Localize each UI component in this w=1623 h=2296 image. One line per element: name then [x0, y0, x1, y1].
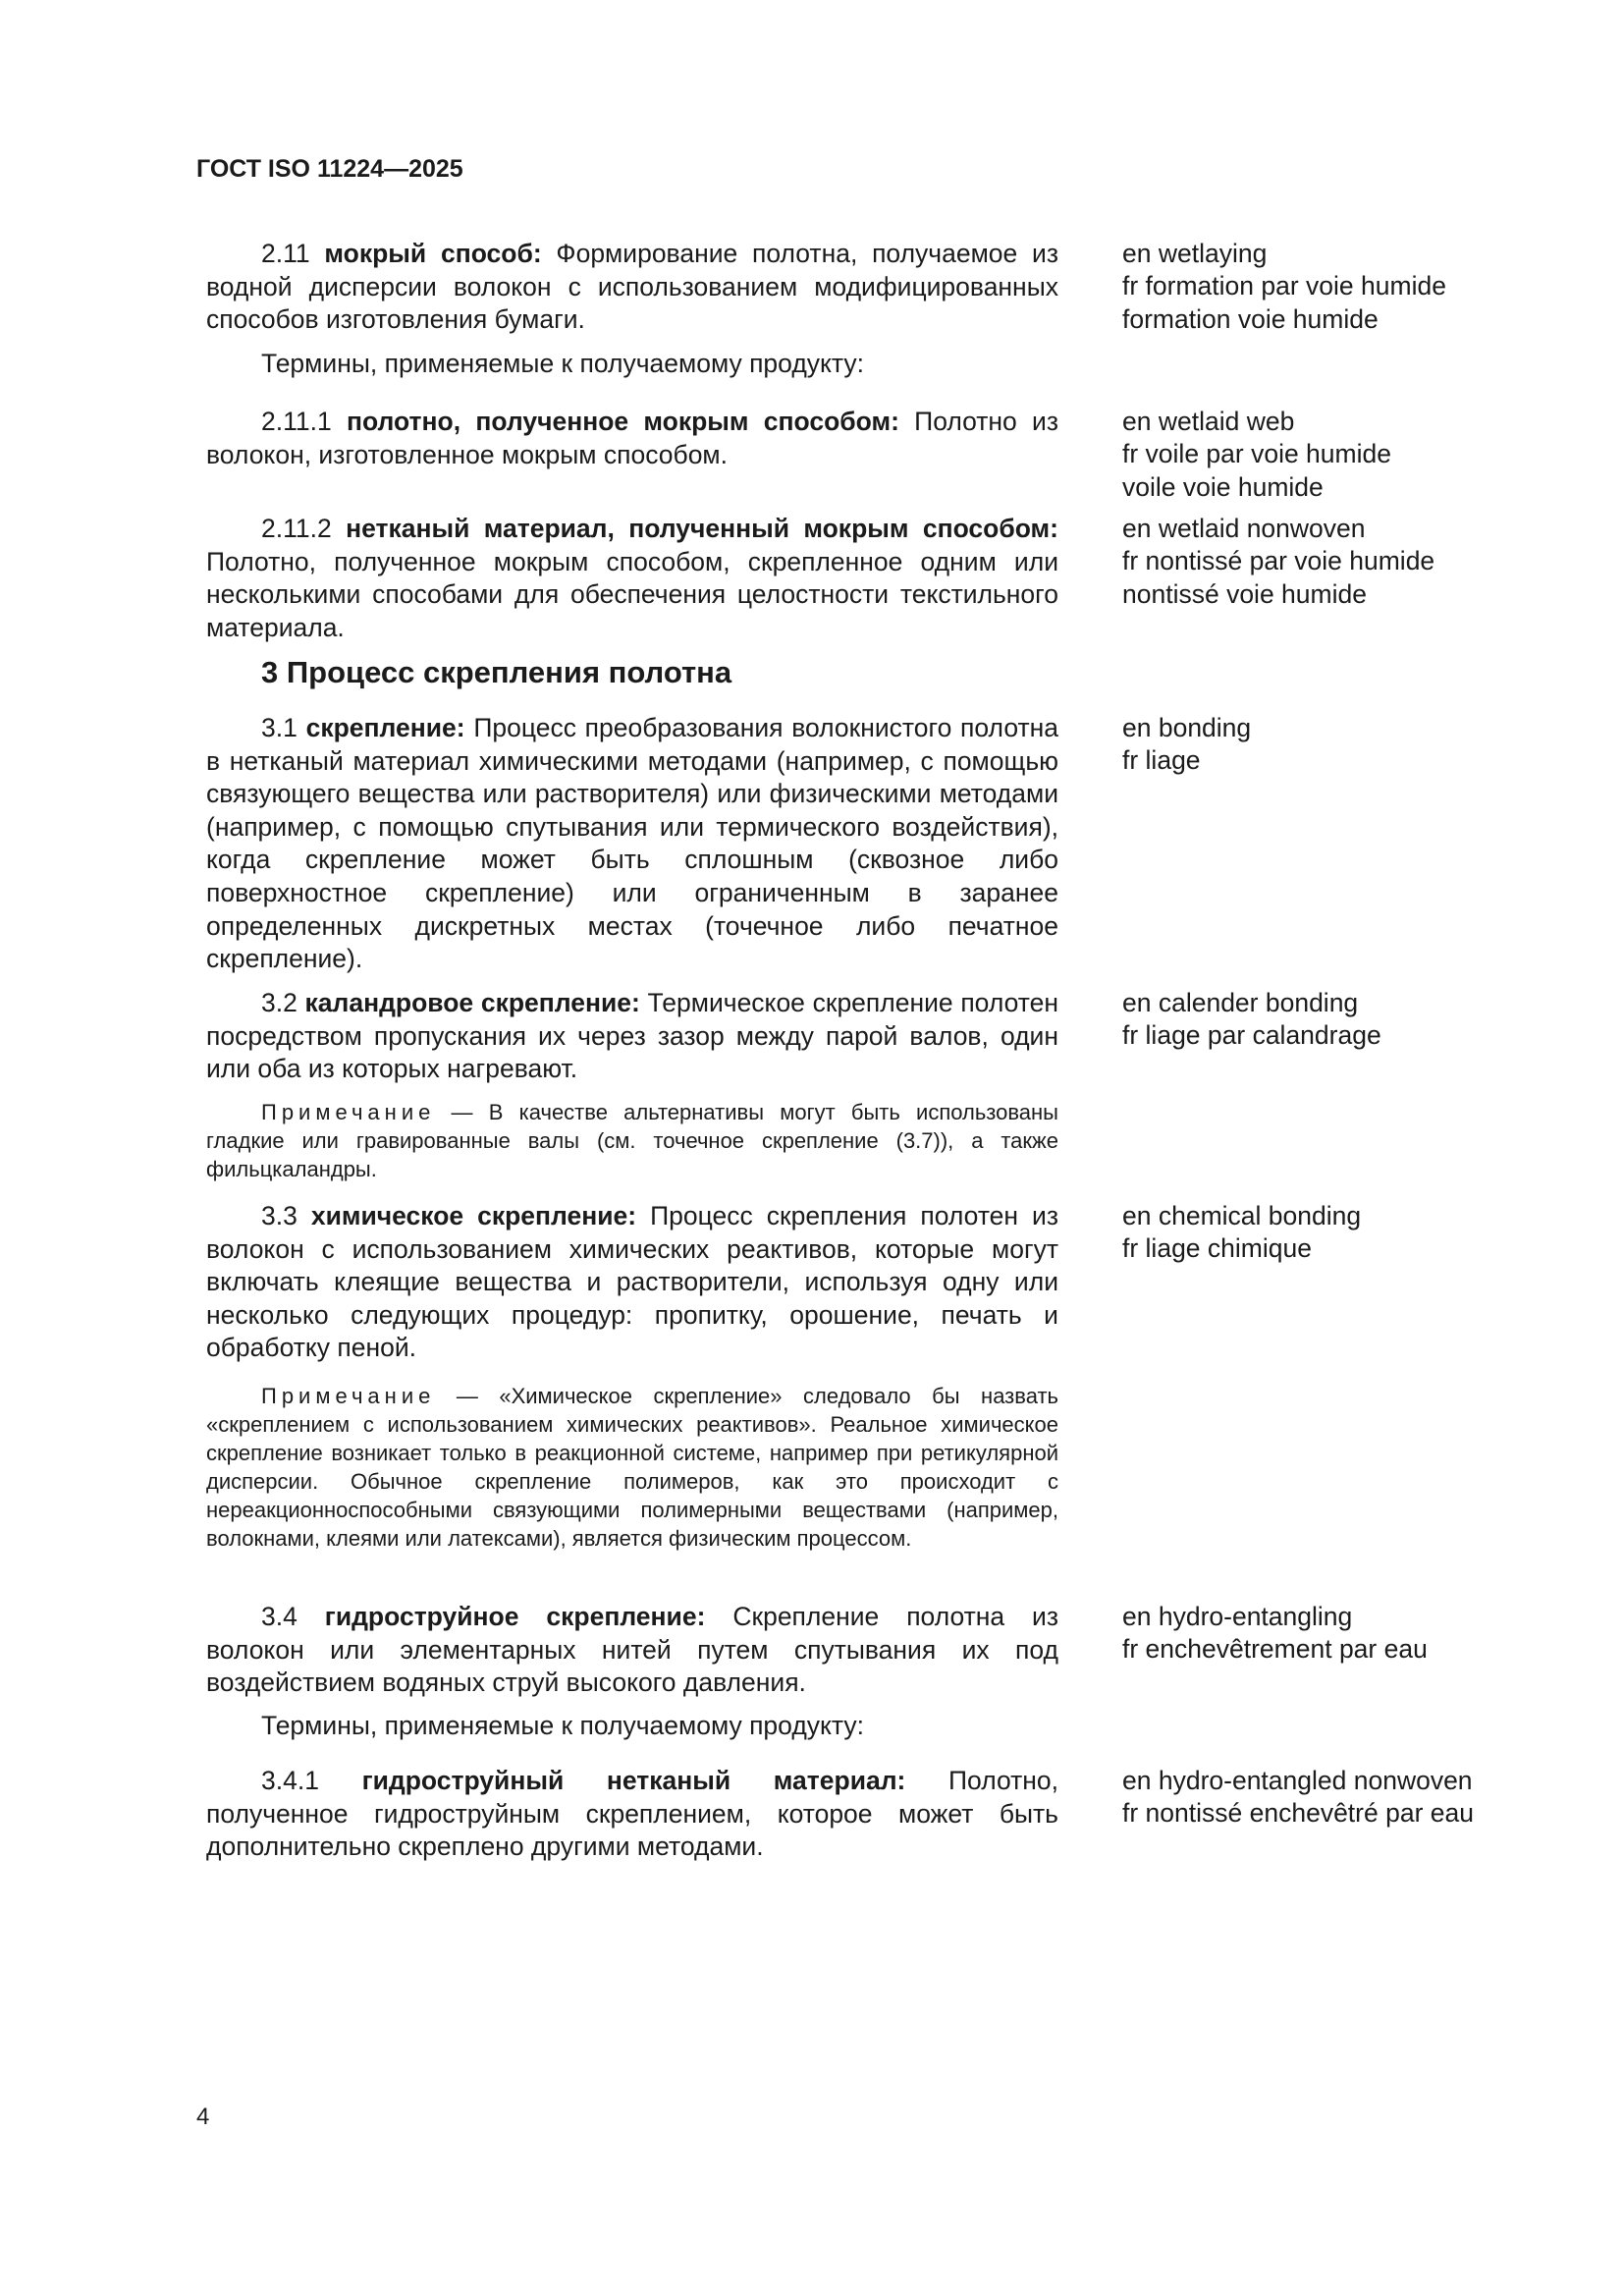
entry-3-3-terms [1122, 1200, 1594, 1266]
term-fr: fr formation par voie humide [1122, 271, 1446, 301]
entry-2-11-1 [206, 406, 1058, 471]
term-fr: fr liage par calandrage [1122, 1020, 1381, 1051]
entry-2-11-terms [1122, 238, 1594, 336]
entry-term: скрепление: [305, 713, 465, 742]
term-fr: fr nontissé enchevêtré par eau [1122, 1798, 1474, 1829]
entry-3-4-1-terms [1122, 1765, 1594, 1831]
entry-number: 2.11.2 [261, 514, 332, 543]
entry-text: Полотно, полученное мокрым способом, скрепленное одним или несколькими способами для обеспечения целостности текстильного материала. [206, 546, 1058, 642]
entry-3-1 [206, 712, 1058, 976]
product-terms-label: Термины, применяемые к получаемому продукту: [261, 1711, 864, 1740]
entry-3-2-terms [1122, 987, 1594, 1053]
entry-text: Полотно из волокон, изготовленное мокрым способом. [206, 407, 1058, 469]
entry-3-4-1 [206, 1765, 1058, 1864]
entry-text: Формирование полотна, получаемое из водной дисперсии волокон с использованием модифицированных способов изготовления бумаги. [206, 239, 1058, 335]
product-terms-label: Термины, применяемые к получаемому продукту: [261, 349, 864, 378]
term-en: en wetlaid nonwoven [1122, 514, 1366, 543]
entry-2-11-2-terms [1122, 513, 1594, 611]
term-en: en bonding [1122, 713, 1252, 742]
term-fr: fr liage chimique [1122, 1233, 1312, 1264]
entry-2-11-1-terms [1122, 406, 1594, 504]
term-en: en chemical bonding [1122, 1201, 1362, 1230]
term-en: en wetlaid web [1122, 407, 1295, 436]
document-header: ГОСТ ISO 11224—2025 [196, 155, 463, 183]
term-en: en hydro-entangling [1122, 1602, 1353, 1631]
entry-term: мокрый способ: [324, 239, 542, 268]
entry-3-4-terms [1122, 1601, 1594, 1667]
entry-term: гидроструйное скрепление: [324, 1602, 706, 1631]
section-heading: 3 Процесс скрепления полотна [261, 655, 732, 689]
entry-number: 3.1 [261, 713, 298, 742]
entry-number: 3.4 [261, 1602, 298, 1631]
entry-text: Полотно, полученное гидроструйным скреплением, которое может быть дополнительно скреплено другими методами. [206, 1766, 1058, 1862]
term-fr: fr enchevêtrement par eau [1122, 1634, 1428, 1665]
term-fr-alt: nontissé voie humide [1122, 578, 1367, 609]
entry-2-11 [206, 238, 1058, 337]
entry-term: каландровое скрепление: [304, 988, 640, 1017]
entry-term: гидроструйный нетканый материал: [361, 1766, 906, 1795]
entry-3-4 [206, 1601, 1058, 1700]
entry-3-1-terms [1122, 712, 1594, 778]
entry-text: Процесс скрепления полотен из волокон с использованием химических реактивов, которые могут включать клеящие вещества и растворители, используя одну или несколько следующих процедур: пропитку, орошение, печать и обработку пеной. [206, 1201, 1058, 1363]
term-en: en calender bonding [1122, 988, 1359, 1017]
term-en: en wetlaying [1122, 239, 1268, 268]
note-text: — В качестве альтернативы могут быть использованы гладкие или гравированные валы (см. точечное скрепление (3.7)), а также фильцкаландры. [206, 1100, 1058, 1181]
page-number: 4 [196, 2104, 210, 2130]
entry-number: 2.11.1 [261, 407, 332, 436]
note [206, 1382, 1058, 1553]
term-fr: fr liage [1122, 745, 1201, 776]
term-fr: fr nontissé par voie humide [1122, 546, 1435, 576]
term-fr-alt: voile voie humide [1122, 471, 1324, 502]
entry-3-3 [206, 1200, 1058, 1365]
entry-text: Термическое скрепление полотен посредством пропускания их через зазор между парой валов, один или оба из которых нагревают. [206, 988, 1058, 1084]
entry-text: Процесс преобразования волокнистого полотна в нетканый материал химическими методами (например, с помощью связующего вещества или растворителя) или физическими методами (например, с помощью спутывания или термического воздействия), когда скрепление может быть сплошным (сквозное либо поверхностное скрепление) или ограниченным в заранее определенных дискретных местах (точечное либо печатное скрепление). [206, 713, 1058, 974]
note-text: — «Химическое скрепление» следовало бы назвать «скреплением с использованием химических реактивов». Реальное химическое скрепление возникает только в реакционной системе, например при ретикулярной дисперсии. Обычное скрепление полимеров, как это происходит с нереакционноспособными связующими полимерными веществами (например, волокнами, клеями или латексами), является физическим процессом. [206, 1384, 1058, 1551]
entry-3-2 [206, 987, 1058, 1086]
entry-term: нетканый материал, полученный мокрым способом: [346, 514, 1058, 543]
entry-term: полотно, полученное мокрым способом: [346, 407, 899, 436]
entry-number: 3.3 [261, 1201, 298, 1230]
entry-number: 2.11 [261, 239, 310, 268]
term-fr-alt: formation voie humide [1122, 303, 1379, 334]
entry-2-11-2 [206, 513, 1058, 644]
entry-number: 3.4.1 [261, 1766, 319, 1795]
entry-text: Скрепление полотна из волокон или элементарных нитей путем спутывания их под воздействием водяных струй высокого давления. [206, 1602, 1059, 1698]
term-en: en hydro-entangled nonwoven [1122, 1766, 1473, 1795]
note [206, 1098, 1058, 1183]
note-label: Примечание [261, 1100, 436, 1124]
entry-term: химическое скрепление: [310, 1201, 637, 1230]
note-label: Примечание [261, 1384, 436, 1408]
term-fr: fr voile par voie humide [1122, 439, 1391, 469]
entry-number: 3.2 [261, 988, 298, 1017]
